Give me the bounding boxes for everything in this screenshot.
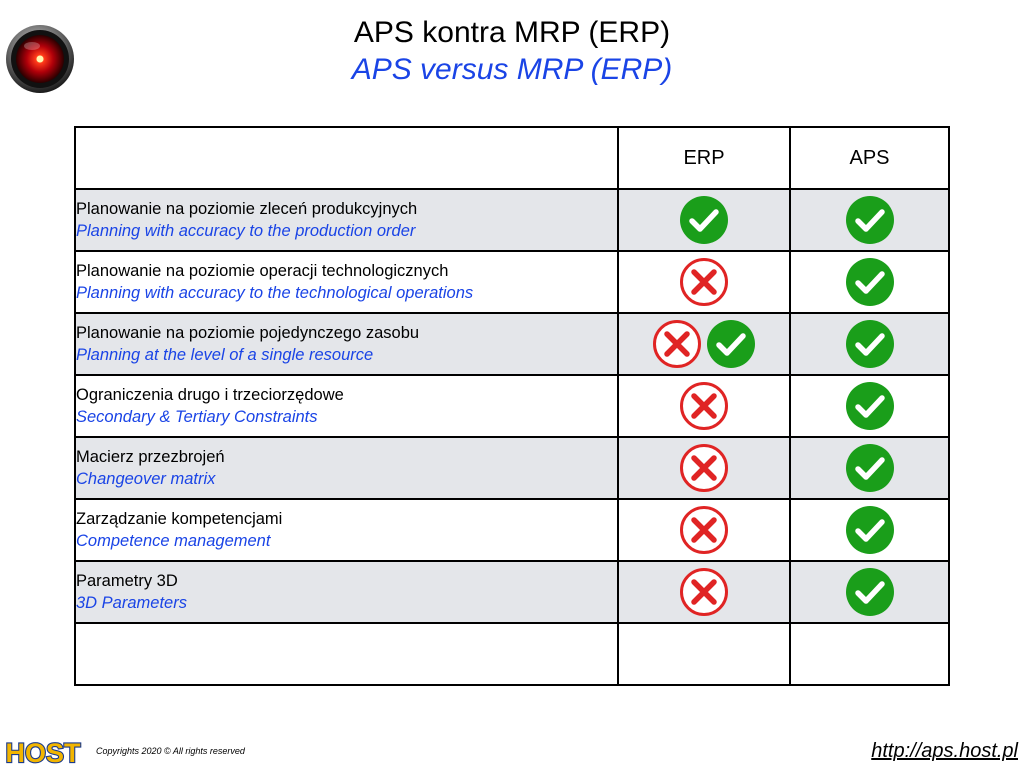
feature-name-polish: Parametry 3D	[76, 571, 178, 590]
erp-mark-cell	[618, 561, 790, 623]
feature-name-english: Planning with accuracy to the technological operations	[76, 283, 474, 302]
empty-row	[75, 623, 949, 685]
check-icon	[845, 505, 895, 555]
copyright-notice: Copyrights 2020 © All rights reserved	[96, 746, 245, 756]
check-icon	[845, 443, 895, 493]
check-icon	[845, 319, 895, 369]
check-icon	[679, 195, 729, 245]
cross-icon	[679, 567, 729, 617]
title-polish: APS kontra MRP (ERP)	[353, 16, 671, 49]
erp-mark-cell	[618, 375, 790, 437]
erp-mark-cell	[618, 437, 790, 499]
feature-cell	[75, 189, 618, 251]
aps-mark-cell	[790, 561, 949, 623]
check-icon	[845, 381, 895, 431]
table-row	[75, 313, 949, 375]
erp-mark-cell	[618, 313, 790, 375]
feature-name-english: Changeover matrix	[76, 469, 216, 488]
feature-name-polish: Planowanie na poziomie pojedynczego zasobu	[76, 323, 420, 342]
feature-name-english: Secondary & Tertiary Constraints	[76, 407, 318, 426]
feature-cell	[75, 499, 618, 561]
slide-title	[0, 14, 1024, 88]
empty-cell	[618, 623, 790, 685]
table-row	[75, 437, 949, 499]
feature-cell	[75, 251, 618, 313]
erp-mark-cell	[618, 189, 790, 251]
comparison-table	[74, 126, 950, 686]
check-icon	[845, 567, 895, 617]
cross-icon	[679, 257, 729, 307]
feature-cell	[75, 375, 618, 437]
feature-name-polish: Macierz przezbrojeń	[76, 447, 225, 466]
host-logo	[0, 736, 86, 768]
erp-mark-cell	[618, 251, 790, 313]
header-erp: ERP	[618, 127, 790, 189]
feature-name-polish: Planowanie na poziomie operacji technologicznych	[76, 261, 449, 280]
table-row	[75, 561, 949, 623]
check-icon	[845, 195, 895, 245]
website-link[interactable]: http://aps.host.pl	[871, 740, 1018, 762]
check-icon	[845, 257, 895, 307]
empty-cell	[790, 623, 949, 685]
aps-mark-cell	[790, 251, 949, 313]
feature-cell	[75, 437, 618, 499]
cross-icon	[679, 381, 729, 431]
check-icon	[706, 319, 756, 369]
cross-icon	[679, 505, 729, 555]
header-aps: APS	[790, 127, 949, 189]
feature-name-english: Planning with accuracy to the production order	[76, 221, 416, 240]
feature-name-english: 3D Parameters	[76, 593, 187, 612]
aps-mark-cell	[790, 189, 949, 251]
header-feature-cell	[75, 127, 618, 189]
aps-mark-cell	[790, 313, 949, 375]
table-row	[75, 375, 949, 437]
aps-mark-cell	[790, 437, 949, 499]
feature-name-polish: Planowanie na poziomie zleceń produkcyjnych	[76, 199, 418, 218]
aps-mark-cell	[790, 499, 949, 561]
feature-cell	[75, 561, 618, 623]
feature-name-english: Planning at the level of a single resource	[76, 345, 374, 364]
title-english: APS versus MRP (ERP)	[351, 53, 673, 86]
feature-cell	[75, 313, 618, 375]
erp-mark-cell	[618, 499, 790, 561]
empty-cell	[75, 623, 618, 685]
table-row	[75, 189, 949, 251]
host-logo-text: HOST	[5, 738, 81, 768]
table-row	[75, 251, 949, 313]
aps-mark-cell	[790, 375, 949, 437]
header-row	[75, 127, 949, 189]
table-row	[75, 499, 949, 561]
feature-name-english: Competence management	[76, 531, 271, 550]
cross-icon	[652, 319, 702, 369]
feature-name-polish: Zarządzanie kompetencjami	[76, 509, 283, 528]
feature-name-polish: Ograniczenia drugo i trzeciorzędowe	[76, 385, 344, 404]
cross-icon	[679, 443, 729, 493]
